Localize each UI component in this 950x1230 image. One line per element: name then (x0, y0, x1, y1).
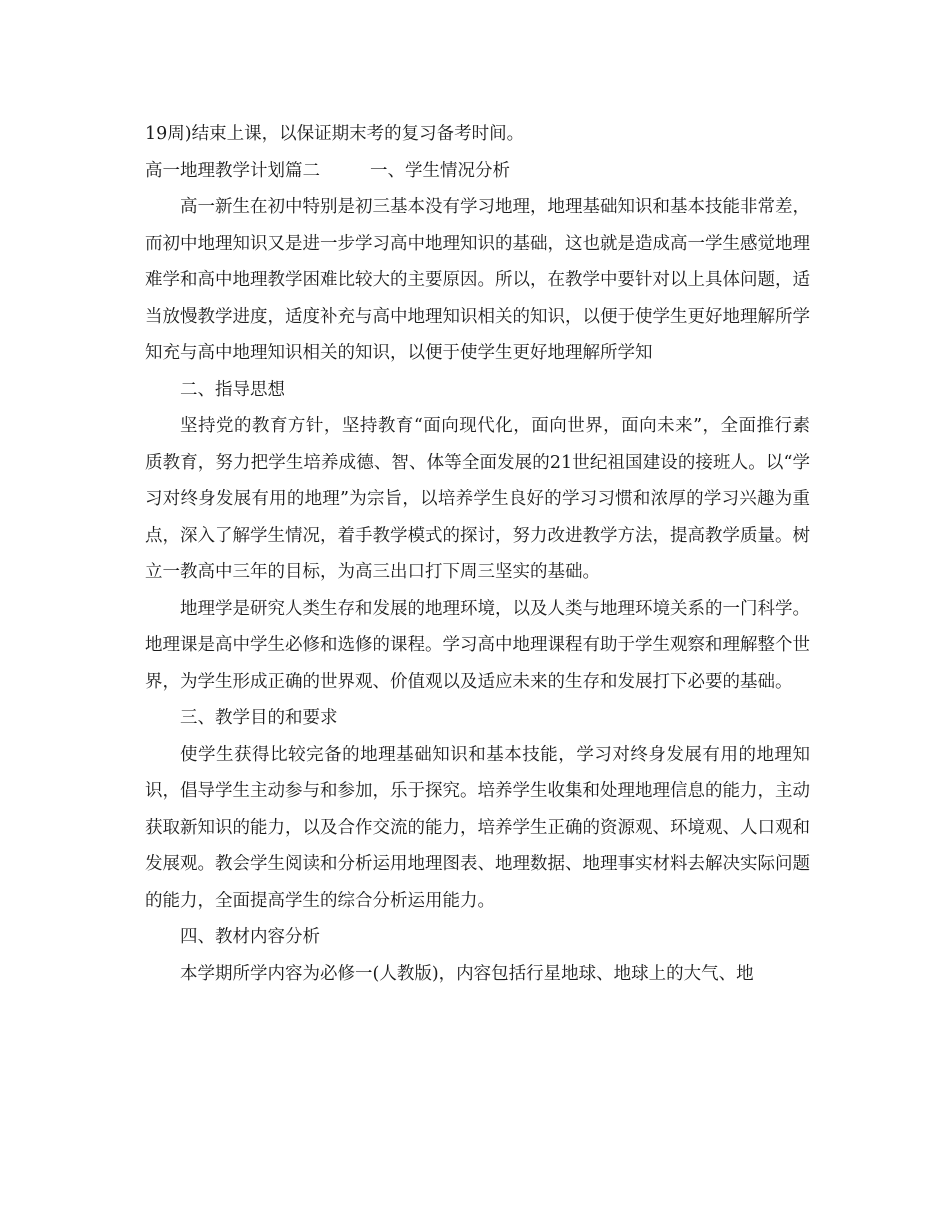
section-heading-2: 二、指导思想 (180, 379, 285, 400)
paragraph-guiding-ideology: 坚持党的教育方针，坚持教育“面向现代化，面向世界，面向未来”，全面推行素质教育，努力把学生培养成德、智、体等全面发展的21世纪祖国建设的接班人。以“学习对终身发展有用的地理”为宗旨，以培养学生良好的学习习惯和浓厚的学习兴趣为重点，深入了解学生情况，着手教学模式的探讨，努力改进教学方法，提高教学质量。树立一教高中三年的目标，为高三出口打下周三坚实的基础。 (145, 416, 810, 582)
section-heading-1: 一、学生情况分析 (370, 160, 510, 181)
paragraph-continuation: 19周)结束上课，以保证期末考的复习备考时间。 (145, 124, 525, 144)
paragraph-student-analysis: 高一新生在初中特别是初三基本没有学习地理，地理基础知识和基本技能非常差，而初中地理知识又是进一步学习高中地理知识的基础，这也就是造成高一学生感觉地理难学和高中地理教学困难比较大的主要原因。所以，在教学中要针对以上具体问题，适当放慢教学进度，适度补充与高中地理知识相关的知识，以便于使学生更好地理解所学知充与高中地理知识相关的知识，以便于使学生更好地理解所学知 (145, 197, 810, 363)
document-page (145, 116, 810, 992)
document-title: 高一地理教学计划篇二 (145, 160, 320, 181)
document-title-line (145, 153, 810, 190)
paragraph-geography-definition: 地理学是研究人类生存和发展的地理环境，以及人类与地理环境关系的一门科学。地理课是高中学生必修和选修的课程。学习高中地理课程有助于学生观察和理解整个世界，为学生形成正确的世界观、价值观以及适应未来的生存和发展打下必要的基础。 (145, 598, 810, 692)
section-heading-4: 四、教材内容分析 (180, 927, 320, 947)
paragraph-content-analysis: 本学期所学内容为必修一(人教版)，内容包括行星地球、地球上的大气、地 (180, 963, 754, 984)
section-heading-3: 三、教学目的和要求 (180, 708, 338, 728)
paragraph-teaching-goals: 使学生获得比较完备的地理基础知识和基本技能，学习对终身发展有用的地理知识，倡导学生主动参与和参加，乐于探究。培养学生收集和处理地理信息的能力，主动获取新知识的能力，以及合作交流的能力，培养学生正确的资源观、环境观、人口观和发展观。教会学生阅读和分析运用地理图表、地理数据、地理事实材料去解决实际问题的能力，全面提高学生的综合分析运用能力。 (145, 744, 810, 911)
